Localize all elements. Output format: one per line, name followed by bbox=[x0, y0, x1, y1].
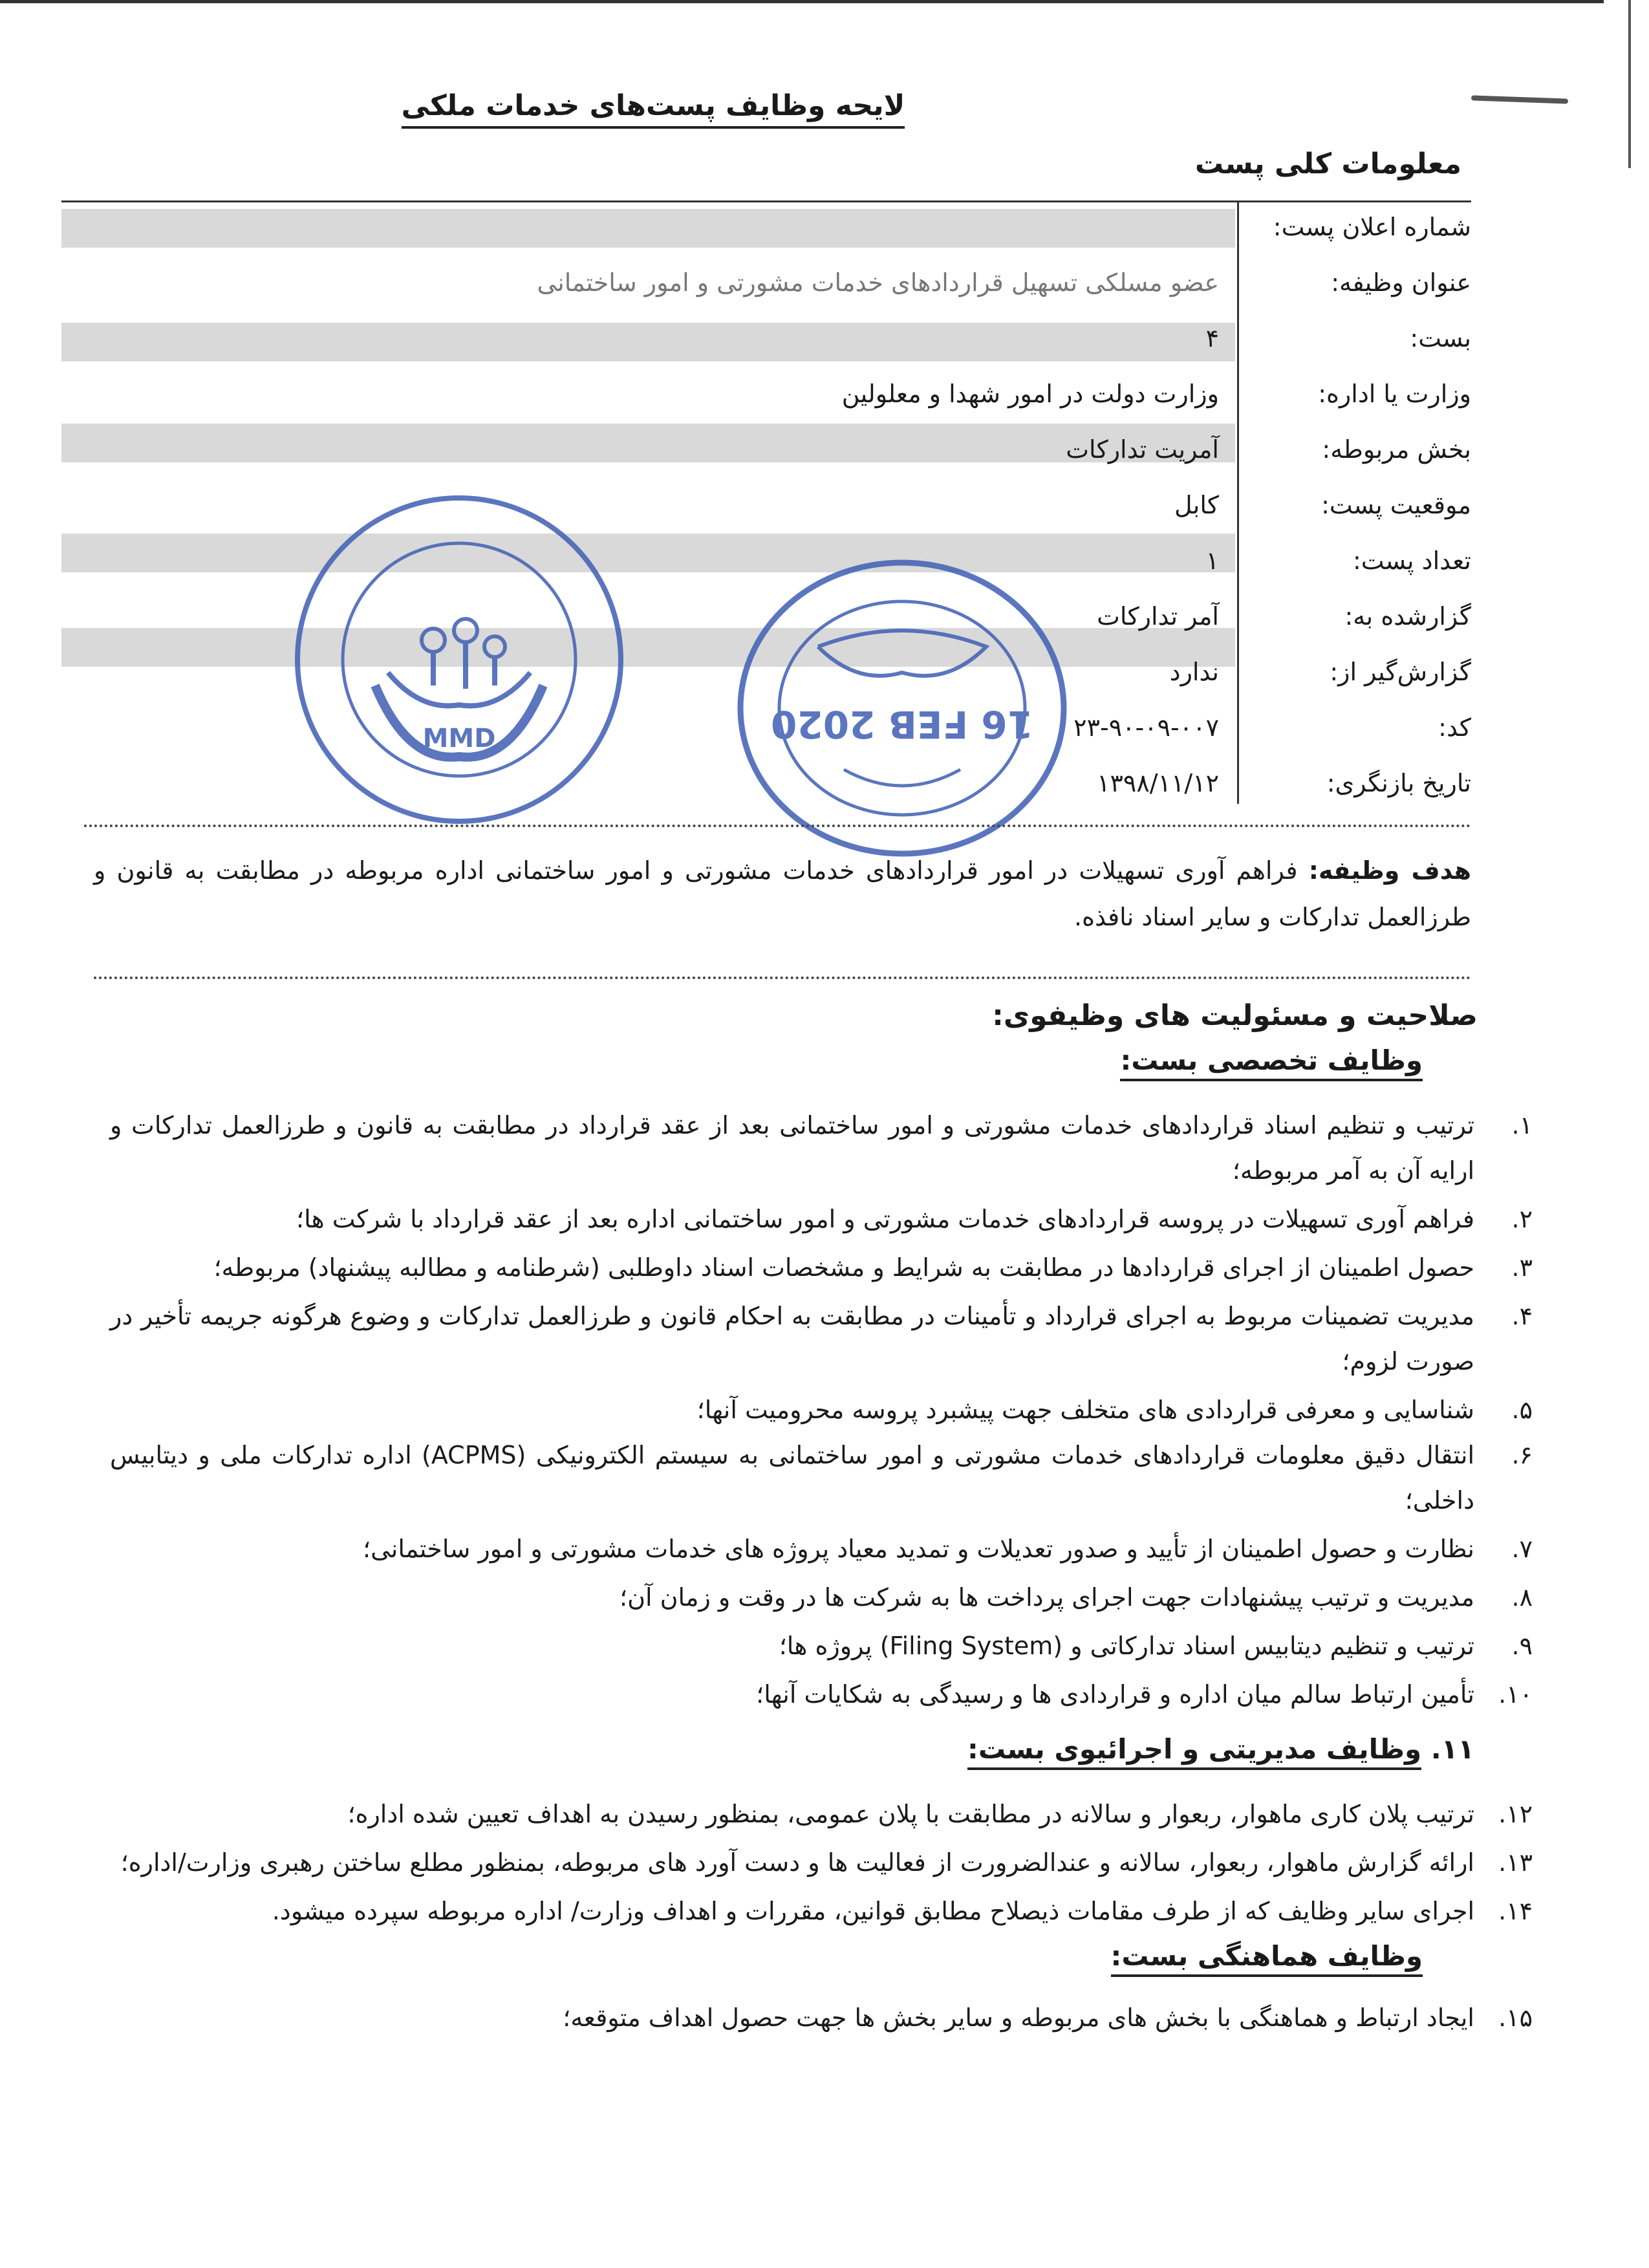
item-number: ۱. bbox=[1511, 1111, 1533, 1139]
info-value: کابل bbox=[1174, 491, 1219, 519]
management-duties-heading: ۱۱. وظایف مدیریتی و اجرائیوی بست: bbox=[967, 1733, 1474, 1765]
info-label: عنوان وظیفه: bbox=[1331, 268, 1471, 297]
item-text: ترتیب و تنظیم دیتابیس اسناد تدارکاتی و (Filing System) پروژه ها؛ bbox=[779, 1632, 1474, 1660]
item-number: ۶. bbox=[1511, 1441, 1533, 1469]
info-row bbox=[61, 205, 1471, 261]
item-text: نظارت و حصول اطمینان از تأیید و صدور تعدیلات و تمدید معیاد پروژه های خدمات مشورتی و امور ساختمانی؛ bbox=[363, 1535, 1474, 1563]
list-item bbox=[110, 1293, 1533, 1384]
list-item bbox=[110, 1623, 1533, 1669]
list-item bbox=[110, 1995, 1533, 2040]
scan-mark bbox=[1471, 95, 1568, 103]
item-number: ۱۳. bbox=[1498, 1848, 1533, 1877]
list-item bbox=[110, 1526, 1533, 1571]
divider bbox=[94, 977, 1471, 979]
list-item bbox=[110, 1196, 1533, 1242]
list-item bbox=[110, 1888, 1533, 1934]
info-value: ۲۳-۹۰-۰۹-۰۰۷ bbox=[1073, 713, 1219, 742]
info-value: ۱۳۹۸/۱۱/۱۲ bbox=[1097, 769, 1219, 797]
coordination-duties-heading: وظایف هماهنگی بست: bbox=[1111, 1940, 1423, 1972]
item-text: ترتیب پلان کاری ماهوار، ربعوار و سالانه در مطابقت با پلان عمومی، بمنظور رسیدن به اهداف تعیین شده اداره؛ bbox=[347, 1800, 1474, 1828]
info-row bbox=[61, 483, 1471, 539]
item-number: ۱۲. bbox=[1498, 1800, 1533, 1828]
info-label: بست: bbox=[1410, 324, 1471, 352]
info-label: وزارت یا اداره: bbox=[1318, 380, 1471, 408]
item-number: ۱۵. bbox=[1498, 2003, 1533, 2032]
list-item bbox=[110, 1575, 1533, 1620]
list-item bbox=[110, 1387, 1533, 1432]
info-value: آمریت تدارکات bbox=[1066, 435, 1219, 464]
purpose-text: فراهم آوری تسهیلات در امور قراردادهای خدمات مشورتی و امور ساختمانی اداره مربوطه در مطابقت به قانون و طرزالعمل تدارکات و سایر اسناد نافذه. bbox=[94, 856, 1471, 931]
list-item bbox=[110, 1791, 1533, 1837]
list-item bbox=[110, 1103, 1533, 1193]
item-text: شناسایی و معرفی قراردادی های متخلف جهت پیشبرد پروسه محرومیت آنها؛ bbox=[696, 1396, 1474, 1424]
info-label: شماره اعلان پست: bbox=[1273, 213, 1471, 241]
item-text: ارائه گزارش ماهوار، ربعوار، سالانه و عندالضرورت از فعالیت ها و دست آورد های مربوطه، بمنظور مطلع ساختن رهبری وزارت/اداره؛ bbox=[120, 1848, 1474, 1877]
stamp-date: 16 FEB 2020 bbox=[771, 702, 1033, 746]
item-number: ۱۰. bbox=[1498, 1680, 1533, 1709]
purpose-paragraph bbox=[94, 847, 1471, 940]
info-value: ۱ bbox=[1205, 546, 1219, 575]
info-row bbox=[61, 427, 1471, 483]
info-value: عضو مسلکی تسهیل قراردادهای خدمات مشورتی و امور ساختمانی bbox=[537, 268, 1219, 297]
info-row bbox=[61, 261, 1471, 316]
info-value: آمر تدارکات bbox=[1097, 602, 1219, 631]
item-number: ۷. bbox=[1511, 1535, 1533, 1563]
item-text: ایجاد ارتباط و هماهنگی با بخش های مربوطه و سایر بخش ها جهت حصول اهداف متوقعه؛ bbox=[563, 2003, 1474, 2032]
scan-top-border bbox=[0, 0, 1604, 3]
government-stamp-icon bbox=[734, 556, 1070, 860]
list-item bbox=[110, 1840, 1533, 1885]
item-text: مدیریت و ترتیب پیشنهادات جهت اجرای پرداخت ها به شرکت ها در وقت و زمان آن؛ bbox=[620, 1583, 1474, 1612]
responsibilities-heading: صلاحیت و مسئولیت های وظیفوی: bbox=[992, 999, 1478, 1032]
item-text: فراهم آوری تسهیلات در پروسه قراردادهای خدمات مشورتی و امور ساختمانی اداره بعد از عقد قرارداد با شرکت ها؛ bbox=[296, 1205, 1474, 1233]
divider bbox=[84, 825, 1471, 827]
item-text: تأمین ارتباط سالم میان اداره و قراردادی ها و رسیدگی به شکایات آنها؛ bbox=[756, 1680, 1474, 1709]
info-label: کد: bbox=[1438, 713, 1471, 742]
item-text: ترتیب و تنظیم اسناد قراردادهای خدمات مشورتی و امور ساختمانی بعد از عقد قرارداد در مطابقت به قانون و طرزالعمل تدارکات و ارایه آن به آمر مربوطه؛ bbox=[110, 1111, 1474, 1185]
item-number: ۵. bbox=[1511, 1396, 1533, 1424]
info-value: ندارد bbox=[1169, 658, 1219, 686]
item-number: ۴. bbox=[1511, 1302, 1533, 1330]
info-value: ۴ bbox=[1205, 324, 1219, 352]
stamp-logo: MMD bbox=[422, 724, 496, 753]
info-label: گزارش‌گیر از: bbox=[1330, 658, 1471, 686]
list-item bbox=[110, 1672, 1533, 1717]
item-number: ۳. bbox=[1511, 1253, 1533, 1282]
item-number: ۲. bbox=[1511, 1205, 1533, 1233]
info-label: گزارشده به: bbox=[1344, 602, 1471, 631]
info-label: تعداد پست: bbox=[1352, 546, 1471, 575]
list-item bbox=[110, 1432, 1533, 1523]
info-value: وزارت دولت در امور شهدا و معلولین bbox=[841, 380, 1219, 408]
scan-right-edge bbox=[1628, 0, 1631, 168]
item-text: مدیریت تضمینات مربوط به اجرای قرارداد و تأمینات در مطابقت به احکام قانون و طرزالعمل تدارکات و وضوع هرگونه جریمه تأخیر در صورت لزوم؛ bbox=[110, 1302, 1474, 1376]
purpose-label: هدف وظیفه: bbox=[1308, 856, 1471, 885]
info-row bbox=[61, 372, 1471, 427]
item-text: اجرای سایر وظایف که از طرف مقامات ذیصلاح مطابق قوانین، مقررات و اهداف وزارت/ اداره مربوطه سپرده میشود. bbox=[272, 1897, 1474, 1925]
info-label: موقعیت پست: bbox=[1321, 491, 1471, 519]
specialized-duties-heading: وظایف تخصصی بست: bbox=[1120, 1044, 1423, 1076]
general-info-heading: معلومات کلی پست bbox=[1194, 147, 1461, 180]
info-row bbox=[61, 316, 1471, 372]
list-item bbox=[110, 1245, 1533, 1290]
item-number: ۱۴. bbox=[1498, 1897, 1533, 1925]
item-number: ۹. bbox=[1511, 1632, 1533, 1660]
document-title: لایحه وظایف پست‌های خدمات ملکی bbox=[330, 89, 976, 122]
info-label: تاریخ بازنگری: bbox=[1326, 769, 1471, 797]
item-text: انتقال دقیق معلومات قراردادهای خدمات مشورتی و امور ساختمانی به سیستم الکترونیکی (ACPMS) اداره تدارکات ملی و دیتابیس داخلی؛ bbox=[110, 1441, 1475, 1515]
item-text: حصول اطمینان از اجرای قراردادها در مطابقت به شرایط و مشخصات اسناد داوطلبی (شرطنامه و مطالبه پیشنهاد) مربوطه؛ bbox=[213, 1253, 1474, 1282]
info-label: بخش مربوطه: bbox=[1322, 435, 1471, 464]
item-number: ۸. bbox=[1511, 1583, 1533, 1612]
ministry-stamp-icon bbox=[291, 491, 627, 828]
